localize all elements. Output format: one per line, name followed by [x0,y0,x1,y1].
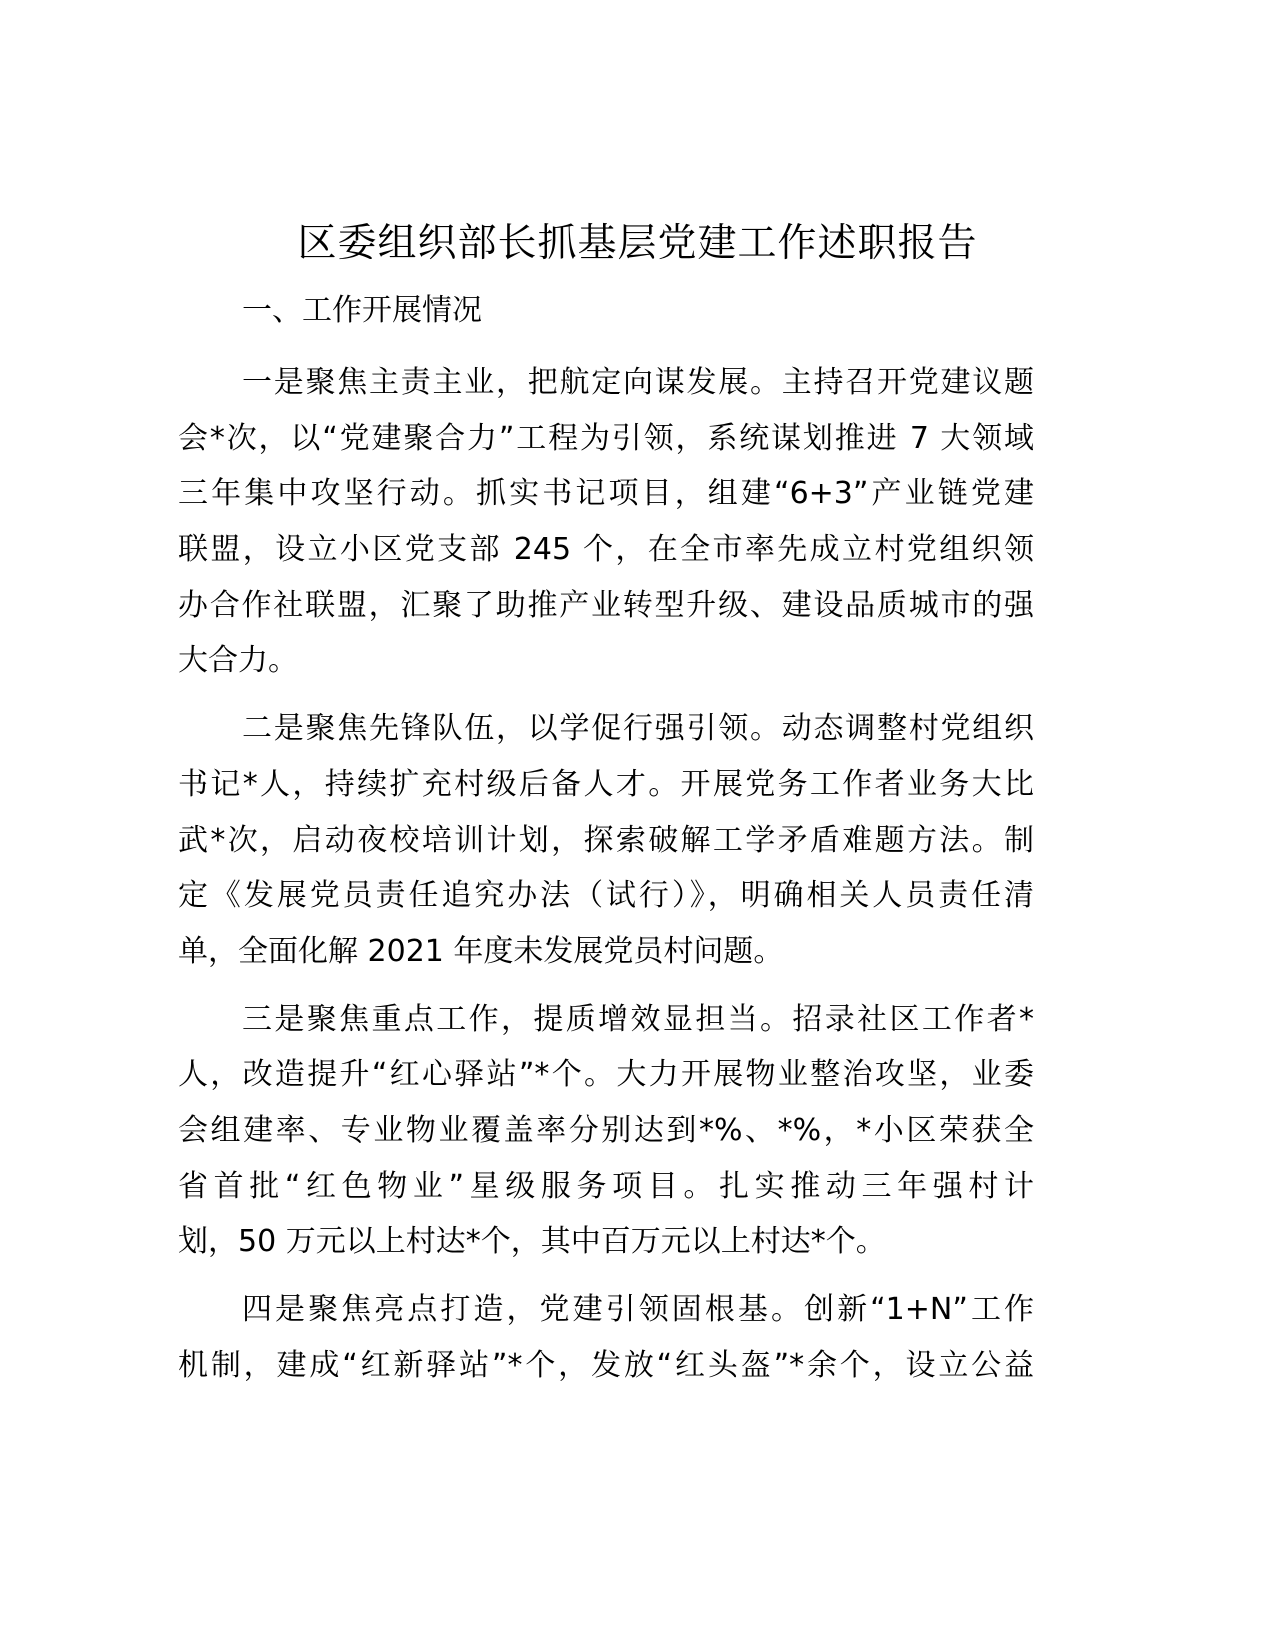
paragraph-line: 机制，建成“红新驿站”*个，发放“红头盔”*余个，设立公益 [178,1347,1034,1383]
document-title: 区委组织部长抓基层党建工作述职报告 [297,221,978,266]
paragraph-line: 划，50 万元以上村达*个，其中百万元以上村达*个。 [178,1224,886,1260]
paragraph [178,1282,1034,1393]
paragraph-line: 办合作社联盟，汇聚了助推产业转型升级、建设品质城市的强 [178,587,1034,623]
paragraph-line: 三是聚焦重点工作，提质增效显担当。招录社区工作者* [242,1001,1034,1037]
paragraph-line: 大合力。 [178,643,298,679]
document-body [178,287,1034,1405]
paragraph-line: 一是聚焦主责主业，把航定向谋发展。主持召开党建议题 [242,365,1034,400]
paragraph [178,355,1034,689]
paragraph-line: 会组建率、专业物业覆盖率分别达到*%、*%，*小区荣获全 [178,1112,1034,1148]
paragraph-line: 三年集中攻坚行动。抓实书记项目，组建“6+3”产业链党建 [178,476,1034,512]
paragraph-line: 会*次，以“党建聚合力”工程为引领，系统谋划推进 7 大领域 [178,420,1034,456]
paragraph-line: 联盟，设立小区党支部 245 个，在全市率先成立村党组织领 [178,532,1034,568]
paragraph-line: 二是聚焦先锋队伍，以学促行强引领。动态调整村党组织 [242,711,1034,747]
paragraph [178,701,1034,979]
paragraph-line: 省首批“红色物业”星级服务项目。扎实推动三年强村计 [178,1168,1034,1204]
paragraph-line: 武*次，启动夜校培训计划，探索破解工学矛盾难题方法。制 [178,822,1034,858]
paragraph-line: 定《发展党员责任追究办法（试行）》，明确相关人员责任清 [178,878,1034,914]
paragraph-line: 四是聚焦亮点打造，党建引领固根基。创新“1+N”工作 [242,1292,1034,1327]
paragraph [178,992,1034,1270]
paragraph-line: 单，全面化解 2021 年度未发展党员村问题。 [178,933,784,969]
paragraph-line: 人，改造提升“红心驿站”*个。大力开展物业整治攻坚，业委 [178,1057,1034,1093]
section-heading: 一、工作开展情况 [242,293,482,328]
paragraph-line: 书记*人，持续扩充村级后备人才。开展党务工作者业务大比 [178,766,1034,802]
